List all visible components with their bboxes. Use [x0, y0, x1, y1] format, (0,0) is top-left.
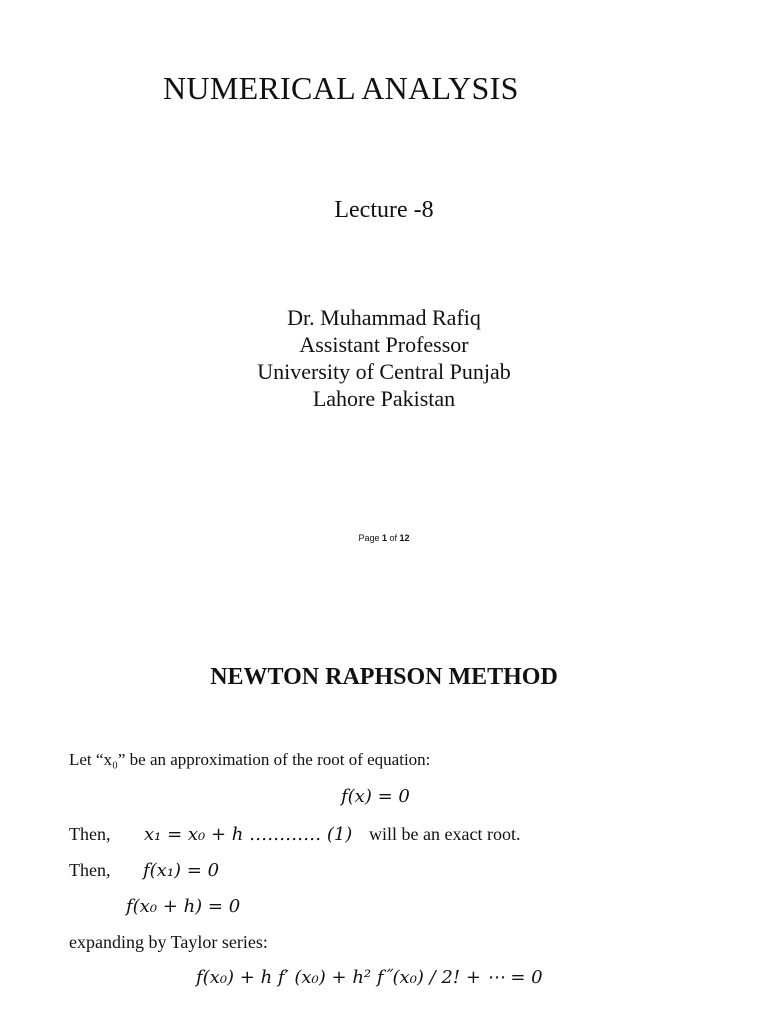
intro-statement: Let “x₀” be an approximation of the root of equation: [69, 750, 431, 769]
author-name: Dr. Muhammad Rafiq [287, 305, 481, 330]
taylor-series-label: expanding by Taylor series: [69, 932, 268, 952]
then-label-2: Then, [69, 860, 111, 880]
equation-fx1: f(x₁) = 0 [143, 860, 220, 881]
equation-fx0-plus-h: f(x₀ + h) = 0 [126, 896, 241, 917]
author-block [0, 304, 768, 412]
equation-fx-zero: f(x) = 0 [341, 786, 410, 807]
author-institution: University of Central Punjab [257, 359, 511, 384]
equation-x1: x₁ = x₀ + h ………… (1) [144, 824, 353, 845]
page-total: 12 [399, 533, 410, 543]
page-prefix: Page [358, 533, 382, 543]
page-number-footer [0, 533, 768, 543]
page-current: 1 [381, 533, 387, 543]
equation-taylor-expansion: f(x₀) + h f′ (x₀) + h² f˝(x₀) / 2! + ⋯ = 0 [196, 967, 543, 988]
exact-root-text: will be an exact root. [369, 824, 521, 844]
author-location: Lahore Pakistan [312, 386, 456, 411]
lecture-number: Lecture -8 [334, 197, 434, 223]
section-heading: NEWTON RAPHSON METHOD [210, 664, 558, 690]
document-title: NUMERICAL ANALYSIS [163, 70, 519, 106]
then-label-1: Then, [69, 824, 111, 844]
page-middle: of [387, 533, 400, 543]
author-position: Assistant Professor [299, 332, 469, 357]
